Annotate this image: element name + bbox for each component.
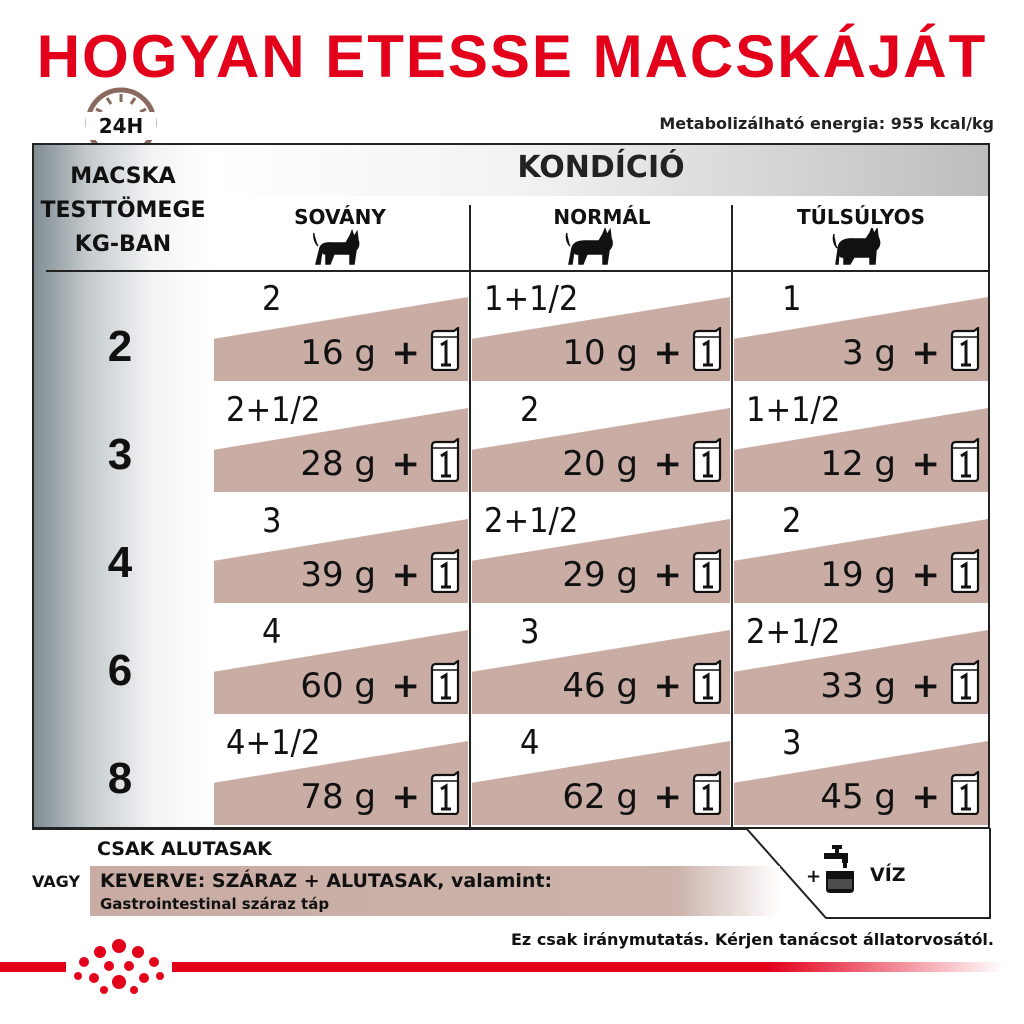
dry-food-grams: 19 g: [820, 555, 896, 595]
cat-icon: [832, 228, 884, 268]
pouch-amount: 1+1/2: [484, 279, 579, 319]
feeding-cell: [472, 386, 730, 496]
pouch-amount: 2+1/2: [484, 501, 579, 541]
dry-food-grams: 39 g: [300, 555, 376, 595]
cat-icon: [312, 228, 364, 268]
cat-weight: 8: [107, 754, 133, 803]
disclaimer: Ez csak iránymutatás. Kérjen tanácsot állatorvosától.: [511, 930, 994, 949]
feeding-cell: [734, 497, 988, 607]
plus-sign: +: [391, 777, 420, 817]
column-header-lean: SOVÁNY: [294, 205, 386, 229]
dry-food-grams: 78 g: [300, 777, 376, 817]
plus-sign: +: [391, 444, 420, 484]
feeding-cell: [734, 275, 988, 385]
page-title: HOGYAN ETESSE MACSKÁJÁT: [36, 23, 988, 90]
dry-food-grams: 60 g: [300, 666, 376, 706]
pouch-icon: [948, 660, 980, 704]
pouch-amount: 2+1/2: [226, 390, 321, 430]
weight-heading-line: KG-BAN: [74, 232, 172, 257]
condition-heading: KONDÍCIÓ: [517, 150, 685, 185]
clock-label: 24H: [86, 112, 156, 140]
plus-sign: +: [911, 777, 940, 817]
cat-weight: 3: [107, 430, 133, 479]
or-label: VAGY: [32, 872, 81, 891]
pouch-amount: 4: [262, 612, 282, 652]
column-divider: [731, 205, 733, 828]
plus-sign: +: [911, 555, 940, 595]
pouch-icon: [948, 549, 980, 593]
pouch-icon: [690, 549, 722, 593]
cat-icon: [565, 228, 617, 268]
pouch-amount: 1+1/2: [746, 390, 841, 430]
dry-food-label: Gastrointestinal száraz táp: [100, 895, 330, 913]
dry-food-grams: 33 g: [820, 666, 896, 706]
pouch-amount: 3: [520, 612, 540, 652]
pouch-amount: 3: [262, 501, 282, 541]
pouch-amount: 2: [782, 501, 802, 541]
dry-food-grams: 12 g: [820, 444, 896, 484]
feeding-cell: [214, 719, 468, 829]
pouch-amount: 1: [782, 279, 802, 319]
mixed-feeding-label: KEVERVE: SZÁRAZ + ALUTASAK, valamint:: [100, 870, 553, 892]
feeding-cell: [214, 386, 468, 496]
weight-heading-line: TESTTÖMEGE: [40, 198, 206, 223]
pouch-icon: [948, 438, 980, 482]
pouch-icon: [948, 771, 980, 815]
pouch-icon: [690, 327, 722, 371]
plus-sign: +: [653, 777, 682, 817]
water-box: [746, 828, 992, 920]
feeding-cell: [472, 719, 730, 829]
feeding-cell: [214, 608, 468, 718]
plus-sign: +: [391, 333, 420, 373]
pouch-amount: 4: [520, 723, 540, 763]
dry-food-grams: 46 g: [562, 666, 638, 706]
feeding-cell: [472, 497, 730, 607]
pouch-amount: 4+1/2: [226, 723, 321, 763]
pouch-icon: [690, 438, 722, 482]
feeding-cell: [734, 386, 988, 496]
plus-sign: +: [653, 666, 682, 706]
plus-sign: +: [911, 666, 940, 706]
weight-heading-line: MACSKA: [70, 164, 176, 189]
plus-sign: +: [391, 666, 420, 706]
pouch-amount: 2: [520, 390, 540, 430]
feeding-cell: [734, 719, 988, 829]
column-header-overweight: TÚLSÚLYOS: [796, 205, 926, 229]
feeding-cell: [472, 275, 730, 385]
plus-sign: +: [391, 555, 420, 595]
plus-sign: +: [653, 555, 682, 595]
dry-food-grams: 29 g: [562, 555, 638, 595]
crown-logo-icon: [66, 934, 172, 1000]
only-wet-label: CSAK ALUTASAK: [97, 838, 272, 860]
pouch-icon: [428, 549, 460, 593]
feeding-cell: [214, 275, 468, 385]
dry-food-grams: 28 g: [300, 444, 376, 484]
pouch-icon: [428, 438, 460, 482]
dry-food-grams: 16 g: [300, 333, 376, 373]
dry-food-grams: 3 g: [841, 333, 896, 373]
feeding-cell: [472, 608, 730, 718]
pouch-icon: [948, 327, 980, 371]
cat-weight: 4: [107, 538, 133, 587]
dry-food-grams: 20 g: [562, 444, 638, 484]
footer-divider: [32, 828, 747, 830]
pouch-amount: 3: [782, 723, 802, 763]
header-divider: [46, 270, 990, 272]
dry-food-grams: 45 g: [820, 777, 896, 817]
plus-sign: +: [653, 333, 682, 373]
feeding-cell: [214, 497, 468, 607]
pouch-amount: 2+1/2: [746, 612, 841, 652]
water-plus: +: [806, 866, 822, 887]
cat-weight: 2: [107, 322, 133, 371]
column-header-normal: NORMÁL: [553, 205, 651, 229]
pouch-icon: [428, 327, 460, 371]
cat-weight: 6: [107, 646, 133, 695]
pouch-amount: 2: [262, 279, 282, 319]
water-label: VÍZ: [870, 864, 906, 886]
pouch-icon: [428, 660, 460, 704]
plus-sign: +: [911, 333, 940, 373]
water-tap-icon: [818, 843, 858, 895]
pouch-icon: [690, 771, 722, 815]
energy-info: Metabolizálható energia: 955 kcal/kg: [659, 114, 994, 133]
plus-sign: +: [653, 444, 682, 484]
dry-food-grams: 10 g: [562, 333, 638, 373]
column-divider: [469, 205, 471, 828]
pouch-icon: [690, 660, 722, 704]
feeding-cell: [734, 608, 988, 718]
pouch-icon: [428, 771, 460, 815]
plus-sign: +: [911, 444, 940, 484]
dry-food-grams: 62 g: [562, 777, 638, 817]
